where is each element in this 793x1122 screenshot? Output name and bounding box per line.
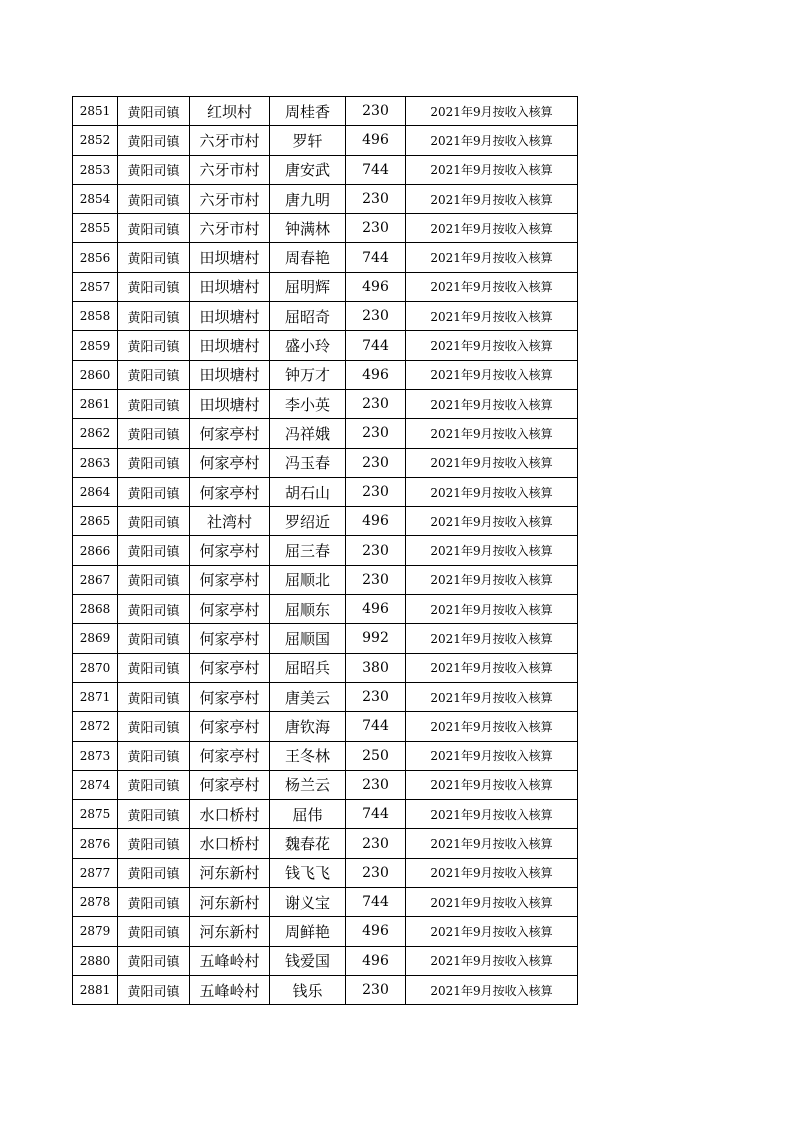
person-name: 屈昭兵	[270, 653, 346, 682]
note-text: 2021年9月按收入核算	[406, 917, 578, 946]
amount-value: 496	[346, 946, 406, 975]
record-number: 2880	[73, 946, 118, 975]
town-name: 黄阳司镇	[118, 272, 190, 301]
table-row	[73, 653, 578, 682]
town-name: 黄阳司镇	[118, 624, 190, 653]
table-row	[73, 389, 578, 418]
town-name: 黄阳司镇	[118, 975, 190, 1004]
note-text: 2021年9月按收入核算	[406, 214, 578, 243]
village-name: 田坝塘村	[190, 389, 270, 418]
record-number: 2857	[73, 272, 118, 301]
village-name: 何家亭村	[190, 448, 270, 477]
table-row	[73, 507, 578, 536]
amount-value: 250	[346, 741, 406, 770]
town-name: 黄阳司镇	[118, 97, 190, 126]
person-name: 钟万才	[270, 360, 346, 389]
note-text: 2021年9月按收入核算	[406, 595, 578, 624]
record-number: 2851	[73, 97, 118, 126]
table-row	[73, 858, 578, 887]
person-name: 钱飞飞	[270, 858, 346, 887]
table-row	[73, 302, 578, 331]
person-name: 屈顺北	[270, 565, 346, 594]
town-name: 黄阳司镇	[118, 536, 190, 565]
town-name: 黄阳司镇	[118, 448, 190, 477]
amount-value: 230	[346, 536, 406, 565]
village-name: 何家亭村	[190, 565, 270, 594]
amount-value: 230	[346, 97, 406, 126]
note-text: 2021年9月按收入核算	[406, 360, 578, 389]
table-row	[73, 360, 578, 389]
table-row	[73, 184, 578, 213]
person-name: 屈顺东	[270, 595, 346, 624]
table-row	[73, 682, 578, 711]
village-name: 社湾村	[190, 507, 270, 536]
note-text: 2021年9月按收入核算	[406, 829, 578, 858]
record-number: 2876	[73, 829, 118, 858]
record-number: 2861	[73, 389, 118, 418]
town-name: 黄阳司镇	[118, 184, 190, 213]
note-text: 2021年9月按收入核算	[406, 272, 578, 301]
record-number: 2870	[73, 653, 118, 682]
person-name: 冯玉春	[270, 448, 346, 477]
town-name: 黄阳司镇	[118, 565, 190, 594]
town-name: 黄阳司镇	[118, 682, 190, 711]
village-name: 何家亭村	[190, 624, 270, 653]
amount-value: 230	[346, 389, 406, 418]
village-name: 六牙市村	[190, 155, 270, 184]
village-name: 何家亭村	[190, 770, 270, 799]
person-name: 王冬林	[270, 741, 346, 770]
town-name: 黄阳司镇	[118, 741, 190, 770]
note-text: 2021年9月按收入核算	[406, 975, 578, 1004]
village-name: 六牙市村	[190, 126, 270, 155]
person-name: 屈顺国	[270, 624, 346, 653]
table-row	[73, 565, 578, 594]
amount-value: 230	[346, 477, 406, 506]
table-row	[73, 214, 578, 243]
note-text: 2021年9月按收入核算	[406, 565, 578, 594]
person-name: 唐钦海	[270, 712, 346, 741]
village-name: 五峰岭村	[190, 946, 270, 975]
record-number: 2872	[73, 712, 118, 741]
town-name: 黄阳司镇	[118, 302, 190, 331]
table-row	[73, 624, 578, 653]
note-text: 2021年9月按收入核算	[406, 243, 578, 272]
village-name: 田坝塘村	[190, 360, 270, 389]
amount-value: 230	[346, 184, 406, 213]
village-name: 红坝村	[190, 97, 270, 126]
town-name: 黄阳司镇	[118, 712, 190, 741]
amount-value: 496	[346, 360, 406, 389]
table-row	[73, 770, 578, 799]
town-name: 黄阳司镇	[118, 477, 190, 506]
amount-value: 496	[346, 595, 406, 624]
amount-value: 230	[346, 448, 406, 477]
amount-value: 230	[346, 565, 406, 594]
amount-value: 744	[346, 155, 406, 184]
amount-value: 230	[346, 682, 406, 711]
table-row	[73, 712, 578, 741]
record-number: 2864	[73, 477, 118, 506]
table-row	[73, 975, 578, 1004]
table-row	[73, 155, 578, 184]
amount-value: 496	[346, 507, 406, 536]
note-text: 2021年9月按收入核算	[406, 741, 578, 770]
record-number: 2862	[73, 419, 118, 448]
note-text: 2021年9月按收入核算	[406, 946, 578, 975]
amount-value: 744	[346, 712, 406, 741]
note-text: 2021年9月按收入核算	[406, 477, 578, 506]
village-name: 水口桥村	[190, 829, 270, 858]
amount-value: 230	[346, 858, 406, 887]
town-name: 黄阳司镇	[118, 155, 190, 184]
note-text: 2021年9月按收入核算	[406, 507, 578, 536]
village-name: 水口桥村	[190, 800, 270, 829]
person-name: 罗绍近	[270, 507, 346, 536]
table-row	[73, 917, 578, 946]
person-name: 谢义宝	[270, 888, 346, 917]
table-body	[73, 97, 578, 1005]
record-number: 2853	[73, 155, 118, 184]
amount-value: 992	[346, 624, 406, 653]
amount-value: 230	[346, 302, 406, 331]
town-name: 黄阳司镇	[118, 507, 190, 536]
record-number: 2871	[73, 682, 118, 711]
note-text: 2021年9月按收入核算	[406, 536, 578, 565]
village-name: 五峰岭村	[190, 975, 270, 1004]
town-name: 黄阳司镇	[118, 126, 190, 155]
person-name: 屈伟	[270, 800, 346, 829]
table-row	[73, 243, 578, 272]
amount-value: 496	[346, 917, 406, 946]
table-row	[73, 741, 578, 770]
village-name: 河东新村	[190, 917, 270, 946]
person-name: 李小英	[270, 389, 346, 418]
note-text: 2021年9月按收入核算	[406, 331, 578, 360]
note-text: 2021年9月按收入核算	[406, 682, 578, 711]
table-row	[73, 448, 578, 477]
record-number: 2860	[73, 360, 118, 389]
village-name: 田坝塘村	[190, 331, 270, 360]
note-text: 2021年9月按收入核算	[406, 770, 578, 799]
village-name: 六牙市村	[190, 214, 270, 243]
person-name: 杨兰云	[270, 770, 346, 799]
person-name: 周春艳	[270, 243, 346, 272]
table-row	[73, 331, 578, 360]
records-table	[72, 96, 578, 1005]
record-number: 2868	[73, 595, 118, 624]
person-name: 钟满林	[270, 214, 346, 243]
record-number: 2856	[73, 243, 118, 272]
table-row	[73, 97, 578, 126]
record-number: 2863	[73, 448, 118, 477]
note-text: 2021年9月按收入核算	[406, 184, 578, 213]
town-name: 黄阳司镇	[118, 331, 190, 360]
town-name: 黄阳司镇	[118, 888, 190, 917]
note-text: 2021年9月按收入核算	[406, 888, 578, 917]
village-name: 河东新村	[190, 858, 270, 887]
person-name: 胡石山	[270, 477, 346, 506]
record-number: 2867	[73, 565, 118, 594]
note-text: 2021年9月按收入核算	[406, 624, 578, 653]
amount-value: 744	[346, 331, 406, 360]
amount-value: 380	[346, 653, 406, 682]
town-name: 黄阳司镇	[118, 419, 190, 448]
person-name: 盛小玲	[270, 331, 346, 360]
table-row	[73, 126, 578, 155]
note-text: 2021年9月按收入核算	[406, 858, 578, 887]
amount-value: 230	[346, 770, 406, 799]
village-name: 何家亭村	[190, 741, 270, 770]
village-name: 何家亭村	[190, 712, 270, 741]
document-page	[72, 96, 578, 1005]
amount-value: 230	[346, 829, 406, 858]
person-name: 屈三春	[270, 536, 346, 565]
amount-value: 496	[346, 272, 406, 301]
town-name: 黄阳司镇	[118, 858, 190, 887]
record-number: 2859	[73, 331, 118, 360]
person-name: 魏春花	[270, 829, 346, 858]
record-number: 2874	[73, 770, 118, 799]
amount-value: 744	[346, 800, 406, 829]
village-name: 何家亭村	[190, 653, 270, 682]
town-name: 黄阳司镇	[118, 917, 190, 946]
record-number: 2875	[73, 800, 118, 829]
record-number: 2879	[73, 917, 118, 946]
person-name: 屈昭奇	[270, 302, 346, 331]
record-number: 2855	[73, 214, 118, 243]
note-text: 2021年9月按收入核算	[406, 712, 578, 741]
amount-value: 744	[346, 888, 406, 917]
record-number: 2878	[73, 888, 118, 917]
record-number: 2852	[73, 126, 118, 155]
table-row	[73, 595, 578, 624]
village-name: 田坝塘村	[190, 272, 270, 301]
town-name: 黄阳司镇	[118, 800, 190, 829]
town-name: 黄阳司镇	[118, 829, 190, 858]
village-name: 何家亭村	[190, 419, 270, 448]
record-number: 2869	[73, 624, 118, 653]
village-name: 田坝塘村	[190, 302, 270, 331]
village-name: 何家亭村	[190, 595, 270, 624]
village-name: 河东新村	[190, 888, 270, 917]
person-name: 屈明辉	[270, 272, 346, 301]
note-text: 2021年9月按收入核算	[406, 653, 578, 682]
record-number: 2865	[73, 507, 118, 536]
town-name: 黄阳司镇	[118, 360, 190, 389]
person-name: 周桂香	[270, 97, 346, 126]
amount-value: 496	[346, 126, 406, 155]
person-name: 钱乐	[270, 975, 346, 1004]
table-row	[73, 888, 578, 917]
person-name: 唐九明	[270, 184, 346, 213]
person-name: 周鲜艳	[270, 917, 346, 946]
record-number: 2877	[73, 858, 118, 887]
note-text: 2021年9月按收入核算	[406, 419, 578, 448]
person-name: 冯祥娥	[270, 419, 346, 448]
town-name: 黄阳司镇	[118, 770, 190, 799]
note-text: 2021年9月按收入核算	[406, 448, 578, 477]
table-row	[73, 272, 578, 301]
note-text: 2021年9月按收入核算	[406, 800, 578, 829]
note-text: 2021年9月按收入核算	[406, 302, 578, 331]
amount-value: 230	[346, 419, 406, 448]
table-row	[73, 800, 578, 829]
note-text: 2021年9月按收入核算	[406, 97, 578, 126]
record-number: 2858	[73, 302, 118, 331]
amount-value: 230	[346, 214, 406, 243]
person-name: 钱爱国	[270, 946, 346, 975]
record-number: 2866	[73, 536, 118, 565]
village-name: 田坝塘村	[190, 243, 270, 272]
amount-value: 744	[346, 243, 406, 272]
village-name: 何家亭村	[190, 682, 270, 711]
table-row	[73, 536, 578, 565]
note-text: 2021年9月按收入核算	[406, 389, 578, 418]
town-name: 黄阳司镇	[118, 595, 190, 624]
village-name: 何家亭村	[190, 477, 270, 506]
table-row	[73, 419, 578, 448]
table-row	[73, 946, 578, 975]
table-row	[73, 477, 578, 506]
town-name: 黄阳司镇	[118, 653, 190, 682]
person-name: 唐美云	[270, 682, 346, 711]
table-row	[73, 829, 578, 858]
record-number: 2854	[73, 184, 118, 213]
amount-value: 230	[346, 975, 406, 1004]
note-text: 2021年9月按收入核算	[406, 155, 578, 184]
town-name: 黄阳司镇	[118, 389, 190, 418]
town-name: 黄阳司镇	[118, 214, 190, 243]
village-name: 何家亭村	[190, 536, 270, 565]
record-number: 2873	[73, 741, 118, 770]
village-name: 六牙市村	[190, 184, 270, 213]
record-number: 2881	[73, 975, 118, 1004]
person-name: 唐安武	[270, 155, 346, 184]
note-text: 2021年9月按收入核算	[406, 126, 578, 155]
town-name: 黄阳司镇	[118, 946, 190, 975]
person-name: 罗轩	[270, 126, 346, 155]
town-name: 黄阳司镇	[118, 243, 190, 272]
